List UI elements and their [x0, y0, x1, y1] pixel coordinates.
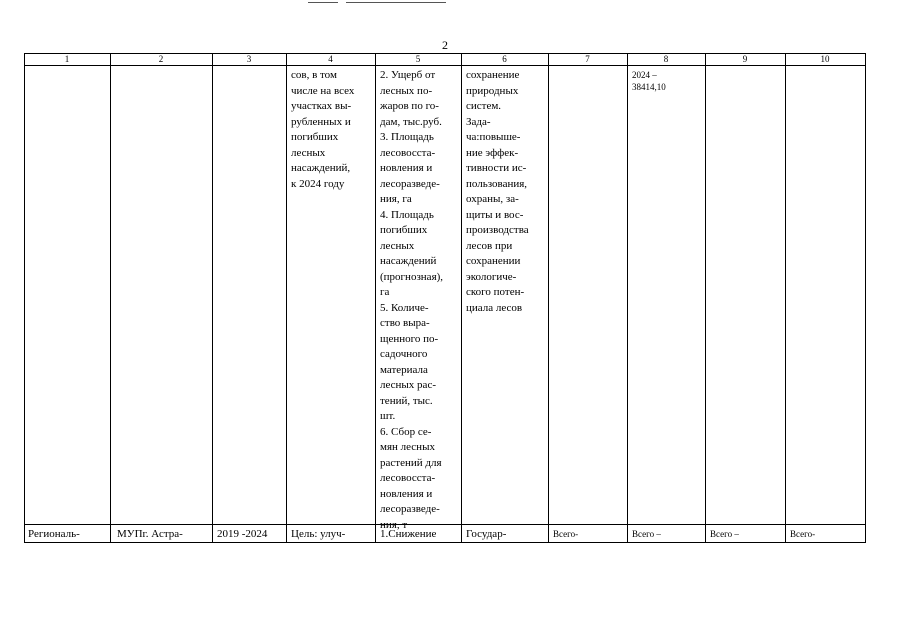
header-col-4: 4: [328, 54, 333, 64]
col-rule: [865, 53, 866, 543]
col-rule: [705, 53, 706, 543]
col-rule: [212, 53, 213, 543]
header-bottom-rule: [24, 65, 866, 66]
header-col-6: 6: [502, 54, 507, 64]
table-bottom-rule: [24, 542, 866, 543]
header-col-3: 3: [246, 54, 252, 64]
col-rule: [24, 53, 25, 543]
col-rule: [627, 53, 628, 543]
header-col-9: 9: [742, 54, 748, 64]
header-col-5: 5: [415, 54, 421, 64]
row1-col4-text: сов, в том числе на всех участках вы- рубленных и погибших лесных насаждений, к 2024 году: [291, 69, 355, 190]
col-rule: [461, 53, 462, 543]
row2-col5-text: 1.Снижение: [380, 528, 437, 540]
header-col-10: 10: [820, 54, 830, 64]
row1-col8-text: 2024 – 38414,10: [632, 70, 666, 92]
col-rule: [548, 53, 549, 543]
row2-col9-text: Всего –: [710, 529, 739, 539]
col-rule: [375, 53, 376, 543]
row2-col10-text: Всего-: [790, 529, 816, 539]
col-rule: [785, 53, 786, 543]
header-col-8: 8: [663, 54, 669, 64]
row2-col3-text: 2019 -2024: [217, 528, 268, 540]
col-rule: [286, 53, 287, 543]
top-mark-left: [308, 2, 338, 3]
col-rule: [110, 53, 111, 543]
top-mark-right: [346, 2, 446, 3]
row2-col7-text: Всего-: [553, 529, 579, 539]
header-col-7: 7: [585, 54, 590, 64]
header-col-2: 2: [158, 54, 164, 64]
row2-col6-text: Государ-: [466, 528, 507, 540]
row-divider: [24, 524, 866, 525]
row1-col6-text: сохранение природных систем. Зада- ча:повыше- ние эффек- тивности ис- пользования, охраны, за- щиты и вос- производства лесов при сохранении экологиче- ского потен- циала лесов: [466, 69, 529, 314]
row2-col1-text: Региональ-: [28, 528, 80, 540]
row1-col5-text: 2. Ущерб от лесных по- жаров по го- дам, тыс.руб. 3. Площадь лесовосста- новления и лесоразведе- ния, га 4. Площадь погибших лесных насаждений (прогнозная), га 5. Количе- ство выра- щенного по- садочного материала лесных рас- тений, тыс. шт. 6. Сбор се- мян лесных растений для лесовосста- новления и лесоразведе- ния, т: [380, 69, 444, 531]
row2-col8-text: Всего –: [632, 529, 661, 539]
page-number: 2: [442, 38, 448, 52]
header-col-1: 1: [64, 54, 70, 64]
row2-col4-text: Цель: улуч-: [291, 528, 346, 540]
row2-col2-text: МУПг. Астра-: [117, 528, 183, 540]
